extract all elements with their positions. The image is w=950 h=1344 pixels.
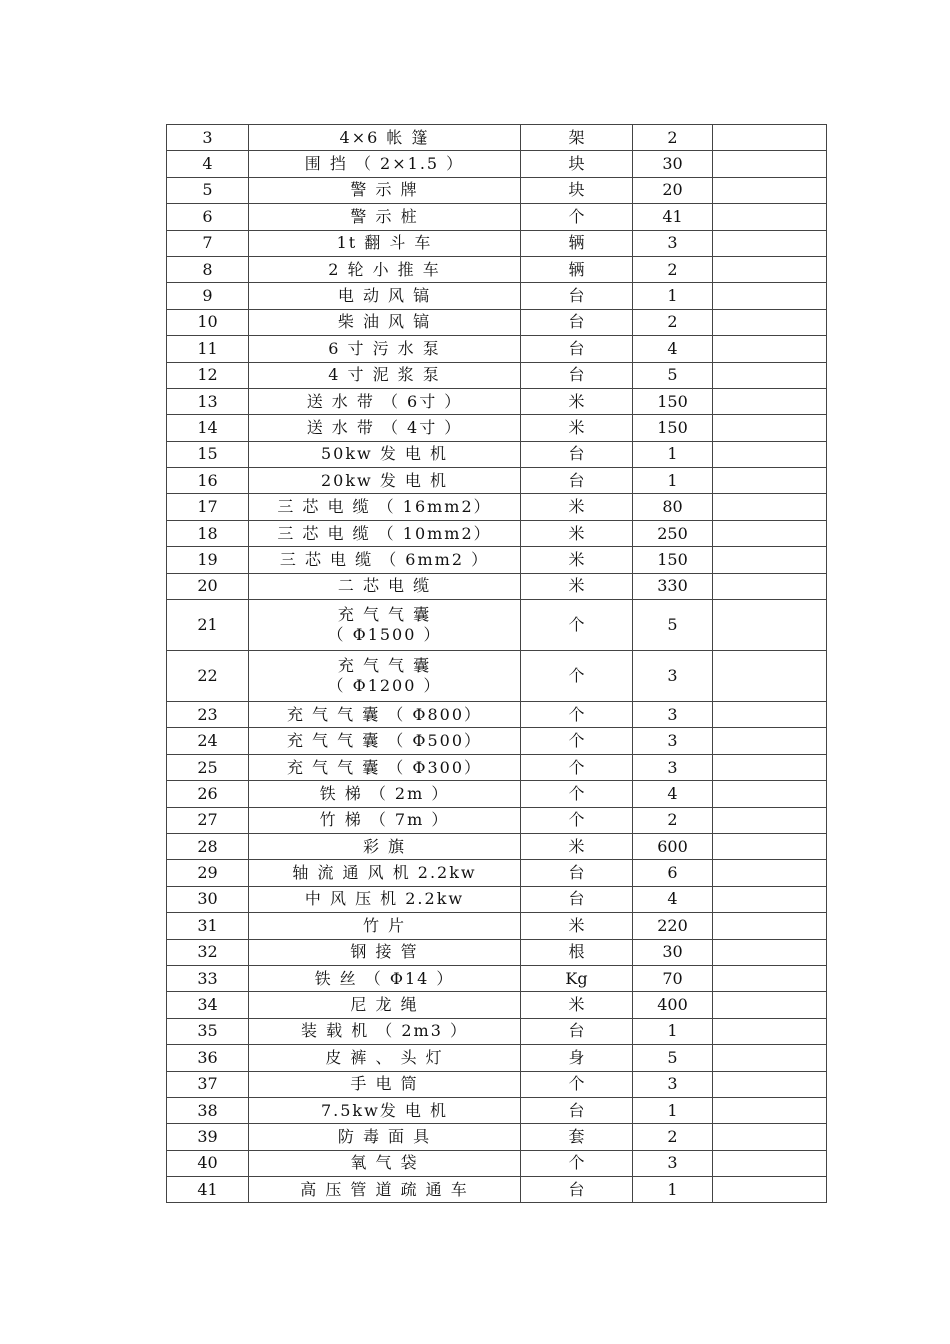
item-quantity-cell: 600 bbox=[633, 833, 713, 859]
table-row bbox=[167, 886, 827, 912]
table-row bbox=[167, 1071, 827, 1097]
item-unit-cell: 个 bbox=[521, 651, 633, 702]
item-name-cell: 中 风 压 机 2.2kw bbox=[249, 886, 521, 912]
item-unit-cell: 台 bbox=[521, 468, 633, 494]
table-row bbox=[167, 547, 827, 573]
item-name-cell bbox=[249, 651, 521, 702]
item-unit-cell: 米 bbox=[521, 833, 633, 859]
item-name-line2: （ Φ1200 ） bbox=[327, 676, 442, 696]
item-number-cell: 16 bbox=[167, 468, 249, 494]
item-name-cell: 手 电 筒 bbox=[249, 1071, 521, 1097]
item-unit-cell: 个 bbox=[521, 600, 633, 651]
table-row bbox=[167, 754, 827, 780]
item-name-cell: 充 气 气 囊 （ Φ300） bbox=[249, 754, 521, 780]
item-quantity-cell: 4 bbox=[633, 781, 713, 807]
item-name-cell: 三 芯 电 缆 （ 10mm2） bbox=[249, 520, 521, 546]
item-unit-cell: 台 bbox=[521, 1097, 633, 1123]
item-unit-cell: 个 bbox=[521, 702, 633, 728]
item-number-cell: 5 bbox=[167, 177, 249, 203]
item-number-cell: 28 bbox=[167, 833, 249, 859]
item-unit-cell: 辆 bbox=[521, 256, 633, 282]
table-row bbox=[167, 728, 827, 754]
item-number-cell: 31 bbox=[167, 913, 249, 939]
item-remark-cell bbox=[713, 886, 827, 912]
item-remark-cell bbox=[713, 256, 827, 282]
item-name-cell: 送 水 带 （ 4寸 ） bbox=[249, 415, 521, 441]
item-remark-cell bbox=[713, 1045, 827, 1071]
item-number-cell: 15 bbox=[167, 441, 249, 467]
item-remark-cell bbox=[713, 1018, 827, 1044]
item-number-cell: 7 bbox=[167, 230, 249, 256]
table-row bbox=[167, 1177, 827, 1203]
item-unit-cell: 架 bbox=[521, 125, 633, 151]
item-quantity-cell: 150 bbox=[633, 415, 713, 441]
item-remark-cell bbox=[713, 204, 827, 230]
item-remark-cell bbox=[713, 651, 827, 702]
item-name-cell: 氧 气 袋 bbox=[249, 1150, 521, 1176]
item-remark-cell bbox=[713, 230, 827, 256]
item-quantity-cell: 20 bbox=[633, 177, 713, 203]
item-remark-cell bbox=[713, 151, 827, 177]
item-unit-cell: 个 bbox=[521, 1071, 633, 1097]
item-quantity-cell: 41 bbox=[633, 204, 713, 230]
item-number-cell: 30 bbox=[167, 886, 249, 912]
table-row bbox=[167, 1045, 827, 1071]
item-name-cell: 装 载 机 （ 2m3 ） bbox=[249, 1018, 521, 1044]
item-quantity-cell: 4 bbox=[633, 336, 713, 362]
item-name-line1: 充 气 气 囊 bbox=[337, 656, 432, 676]
item-quantity-cell: 3 bbox=[633, 754, 713, 780]
item-remark-cell bbox=[713, 1124, 827, 1150]
item-name-cell: 三 芯 电 缆 （ 6mm2 ） bbox=[249, 547, 521, 573]
item-quantity-cell: 30 bbox=[633, 939, 713, 965]
table-row bbox=[167, 125, 827, 151]
table-row bbox=[167, 600, 827, 651]
item-remark-cell bbox=[713, 833, 827, 859]
item-number-cell: 23 bbox=[167, 702, 249, 728]
item-name-cell: 二 芯 电 缆 bbox=[249, 573, 521, 599]
table-row bbox=[167, 151, 827, 177]
table-row bbox=[167, 362, 827, 388]
item-remark-cell bbox=[713, 336, 827, 362]
item-quantity-cell: 2 bbox=[633, 125, 713, 151]
item-number-cell: 33 bbox=[167, 965, 249, 991]
item-name-cell: 钢 接 管 bbox=[249, 939, 521, 965]
table-row bbox=[167, 1018, 827, 1044]
item-remark-cell bbox=[713, 992, 827, 1018]
item-unit-cell: 米 bbox=[521, 992, 633, 1018]
item-number-cell: 32 bbox=[167, 939, 249, 965]
item-quantity-cell: 1 bbox=[633, 1177, 713, 1203]
item-name-cell: 1t 翻 斗 车 bbox=[249, 230, 521, 256]
item-quantity-cell: 5 bbox=[633, 362, 713, 388]
item-remark-cell bbox=[713, 1071, 827, 1097]
item-remark-cell bbox=[713, 1150, 827, 1176]
item-unit-cell: 米 bbox=[521, 547, 633, 573]
item-quantity-cell: 220 bbox=[633, 913, 713, 939]
item-name-cell: 4×6 帐 篷 bbox=[249, 125, 521, 151]
item-number-cell: 10 bbox=[167, 309, 249, 335]
item-remark-cell bbox=[713, 728, 827, 754]
item-number-cell: 19 bbox=[167, 547, 249, 573]
table-row bbox=[167, 860, 827, 886]
item-number-cell: 38 bbox=[167, 1097, 249, 1123]
item-unit-cell: 台 bbox=[521, 1018, 633, 1044]
item-name-cell: 7.5kw发 电 机 bbox=[249, 1097, 521, 1123]
table-row bbox=[167, 177, 827, 203]
item-name-cell: 6 寸 污 水 泵 bbox=[249, 336, 521, 362]
item-name-cell: 20kw 发 电 机 bbox=[249, 468, 521, 494]
item-name-cell: 高 压 管 道 疏 通 车 bbox=[249, 1177, 521, 1203]
item-unit-cell: 米 bbox=[521, 388, 633, 414]
item-name-cell: 轴 流 通 风 机 2.2kw bbox=[249, 860, 521, 886]
item-quantity-cell: 3 bbox=[633, 702, 713, 728]
item-quantity-cell: 1 bbox=[633, 283, 713, 309]
item-number-cell: 11 bbox=[167, 336, 249, 362]
item-number-cell: 17 bbox=[167, 494, 249, 520]
item-unit-cell: 个 bbox=[521, 754, 633, 780]
table-row bbox=[167, 965, 827, 991]
item-quantity-cell: 5 bbox=[633, 600, 713, 651]
item-number-cell: 29 bbox=[167, 860, 249, 886]
table-row bbox=[167, 913, 827, 939]
item-remark-cell bbox=[713, 388, 827, 414]
table-row bbox=[167, 256, 827, 282]
item-name-cell bbox=[249, 600, 521, 651]
item-quantity-cell: 6 bbox=[633, 860, 713, 886]
table-row bbox=[167, 807, 827, 833]
item-remark-cell bbox=[713, 1177, 827, 1203]
item-quantity-cell: 3 bbox=[633, 1150, 713, 1176]
item-number-cell: 18 bbox=[167, 520, 249, 546]
item-quantity-cell: 3 bbox=[633, 651, 713, 702]
item-unit-cell: 个 bbox=[521, 807, 633, 833]
item-remark-cell bbox=[713, 600, 827, 651]
table-row bbox=[167, 494, 827, 520]
item-remark-cell bbox=[713, 573, 827, 599]
item-number-cell: 6 bbox=[167, 204, 249, 230]
item-name-cell: 柴 油 风 镐 bbox=[249, 309, 521, 335]
item-quantity-cell: 80 bbox=[633, 494, 713, 520]
item-number-cell: 9 bbox=[167, 283, 249, 309]
item-unit-cell: 米 bbox=[521, 494, 633, 520]
table-row bbox=[167, 520, 827, 546]
item-quantity-cell: 3 bbox=[633, 230, 713, 256]
item-unit-cell: 米 bbox=[521, 520, 633, 546]
item-number-cell: 34 bbox=[167, 992, 249, 1018]
item-remark-cell bbox=[713, 283, 827, 309]
item-name-cell: 充 气 气 囊 （ Φ500） bbox=[249, 728, 521, 754]
item-name-cell: 2 轮 小 推 车 bbox=[249, 256, 521, 282]
item-quantity-cell: 4 bbox=[633, 886, 713, 912]
item-number-cell: 40 bbox=[167, 1150, 249, 1176]
item-name-cell: 彩 旗 bbox=[249, 833, 521, 859]
item-name-cell: 警 示 桩 bbox=[249, 204, 521, 230]
item-unit-cell: 台 bbox=[521, 309, 633, 335]
item-number-cell: 8 bbox=[167, 256, 249, 282]
item-unit-cell: 台 bbox=[521, 886, 633, 912]
item-remark-cell bbox=[713, 965, 827, 991]
item-name-cell: 电 动 风 镐 bbox=[249, 283, 521, 309]
item-number-cell: 21 bbox=[167, 600, 249, 651]
item-unit-cell: 个 bbox=[521, 781, 633, 807]
item-remark-cell bbox=[713, 1097, 827, 1123]
item-unit-cell: 台 bbox=[521, 362, 633, 388]
item-unit-cell: 米 bbox=[521, 415, 633, 441]
item-unit-cell: 米 bbox=[521, 913, 633, 939]
table-row bbox=[167, 441, 827, 467]
item-quantity-cell: 1 bbox=[633, 441, 713, 467]
item-name-line1: 充 气 气 囊 bbox=[337, 605, 432, 625]
item-remark-cell bbox=[713, 547, 827, 573]
item-remark-cell bbox=[713, 415, 827, 441]
item-number-cell: 39 bbox=[167, 1124, 249, 1150]
table-row bbox=[167, 573, 827, 599]
item-name-cell: 防 毒 面 具 bbox=[249, 1124, 521, 1150]
item-remark-cell bbox=[713, 125, 827, 151]
table-row bbox=[167, 939, 827, 965]
item-remark-cell bbox=[713, 494, 827, 520]
item-remark-cell bbox=[713, 468, 827, 494]
item-remark-cell bbox=[713, 441, 827, 467]
table-row bbox=[167, 204, 827, 230]
item-quantity-cell: 1 bbox=[633, 1097, 713, 1123]
item-quantity-cell: 30 bbox=[633, 151, 713, 177]
item-number-cell: 14 bbox=[167, 415, 249, 441]
item-number-cell: 12 bbox=[167, 362, 249, 388]
item-quantity-cell: 1 bbox=[633, 468, 713, 494]
table-row bbox=[167, 1124, 827, 1150]
table-row bbox=[167, 415, 827, 441]
table-row bbox=[167, 230, 827, 256]
item-name-cell: 充 气 气 囊 （ Φ800） bbox=[249, 702, 521, 728]
item-quantity-cell: 400 bbox=[633, 992, 713, 1018]
item-unit-cell: 米 bbox=[521, 573, 633, 599]
equipment-table bbox=[166, 124, 827, 1203]
table-row bbox=[167, 702, 827, 728]
item-number-cell: 41 bbox=[167, 1177, 249, 1203]
item-unit-cell: 个 bbox=[521, 1150, 633, 1176]
table-row bbox=[167, 336, 827, 362]
table-row bbox=[167, 468, 827, 494]
item-number-cell: 3 bbox=[167, 125, 249, 151]
item-name-cell: 送 水 带 （ 6寸 ） bbox=[249, 388, 521, 414]
item-name-cell: 4 寸 泥 浆 泵 bbox=[249, 362, 521, 388]
table-row bbox=[167, 283, 827, 309]
table-row bbox=[167, 651, 827, 702]
item-unit-cell: 身 bbox=[521, 1045, 633, 1071]
item-remark-cell bbox=[713, 520, 827, 546]
item-name-cell: 尼 龙 绳 bbox=[249, 992, 521, 1018]
item-quantity-cell: 70 bbox=[633, 965, 713, 991]
item-quantity-cell: 5 bbox=[633, 1045, 713, 1071]
item-unit-cell: 台 bbox=[521, 441, 633, 467]
item-unit-cell: Kg bbox=[521, 965, 633, 991]
item-number-cell: 24 bbox=[167, 728, 249, 754]
item-quantity-cell: 2 bbox=[633, 309, 713, 335]
equipment-table-body bbox=[167, 125, 827, 1203]
item-quantity-cell: 250 bbox=[633, 520, 713, 546]
item-number-cell: 13 bbox=[167, 388, 249, 414]
item-number-cell: 20 bbox=[167, 573, 249, 599]
table-row bbox=[167, 992, 827, 1018]
item-unit-cell: 台 bbox=[521, 283, 633, 309]
item-unit-cell: 块 bbox=[521, 151, 633, 177]
item-name-cell: 皮 裤 、 头 灯 bbox=[249, 1045, 521, 1071]
item-remark-cell bbox=[713, 913, 827, 939]
item-number-cell: 26 bbox=[167, 781, 249, 807]
item-quantity-cell: 2 bbox=[633, 256, 713, 282]
item-unit-cell: 根 bbox=[521, 939, 633, 965]
item-number-cell: 35 bbox=[167, 1018, 249, 1044]
table-row bbox=[167, 781, 827, 807]
table-row bbox=[167, 1150, 827, 1176]
item-number-cell: 4 bbox=[167, 151, 249, 177]
item-name-cell: 铁 梯 （ 2m ） bbox=[249, 781, 521, 807]
item-name-cell: 三 芯 电 缆 （ 16mm2） bbox=[249, 494, 521, 520]
item-quantity-cell: 2 bbox=[633, 807, 713, 833]
item-remark-cell bbox=[713, 860, 827, 886]
item-quantity-cell: 150 bbox=[633, 547, 713, 573]
item-number-cell: 25 bbox=[167, 754, 249, 780]
item-name-cell: 竹 片 bbox=[249, 913, 521, 939]
item-remark-cell bbox=[713, 702, 827, 728]
item-number-cell: 22 bbox=[167, 651, 249, 702]
item-remark-cell bbox=[713, 754, 827, 780]
item-name-cell: 铁 丝 （ Φ14 ） bbox=[249, 965, 521, 991]
item-name-line2: （ Φ1500 ） bbox=[327, 625, 442, 645]
item-unit-cell: 辆 bbox=[521, 230, 633, 256]
item-name-cell: 50kw 发 电 机 bbox=[249, 441, 521, 467]
item-unit-cell: 个 bbox=[521, 728, 633, 754]
table-row bbox=[167, 1097, 827, 1123]
item-unit-cell: 套 bbox=[521, 1124, 633, 1150]
item-number-cell: 36 bbox=[167, 1045, 249, 1071]
item-name-cell: 警 示 牌 bbox=[249, 177, 521, 203]
item-unit-cell: 块 bbox=[521, 177, 633, 203]
item-number-cell: 27 bbox=[167, 807, 249, 833]
table-row bbox=[167, 388, 827, 414]
item-quantity-cell: 2 bbox=[633, 1124, 713, 1150]
item-quantity-cell: 150 bbox=[633, 388, 713, 414]
item-remark-cell bbox=[713, 807, 827, 833]
item-remark-cell bbox=[713, 781, 827, 807]
item-remark-cell bbox=[713, 939, 827, 965]
item-quantity-cell: 330 bbox=[633, 573, 713, 599]
item-remark-cell bbox=[713, 362, 827, 388]
item-unit-cell: 台 bbox=[521, 336, 633, 362]
table-row bbox=[167, 309, 827, 335]
item-unit-cell: 台 bbox=[521, 1177, 633, 1203]
table-row bbox=[167, 833, 827, 859]
item-quantity-cell: 3 bbox=[633, 728, 713, 754]
item-name-cell: 围 挡 （ 2×1.5 ） bbox=[249, 151, 521, 177]
item-quantity-cell: 3 bbox=[633, 1071, 713, 1097]
item-name-cell: 竹 梯 （ 7m ） bbox=[249, 807, 521, 833]
item-unit-cell: 台 bbox=[521, 860, 633, 886]
item-unit-cell: 个 bbox=[521, 204, 633, 230]
item-remark-cell bbox=[713, 309, 827, 335]
item-remark-cell bbox=[713, 177, 827, 203]
item-number-cell: 37 bbox=[167, 1071, 249, 1097]
item-quantity-cell: 1 bbox=[633, 1018, 713, 1044]
